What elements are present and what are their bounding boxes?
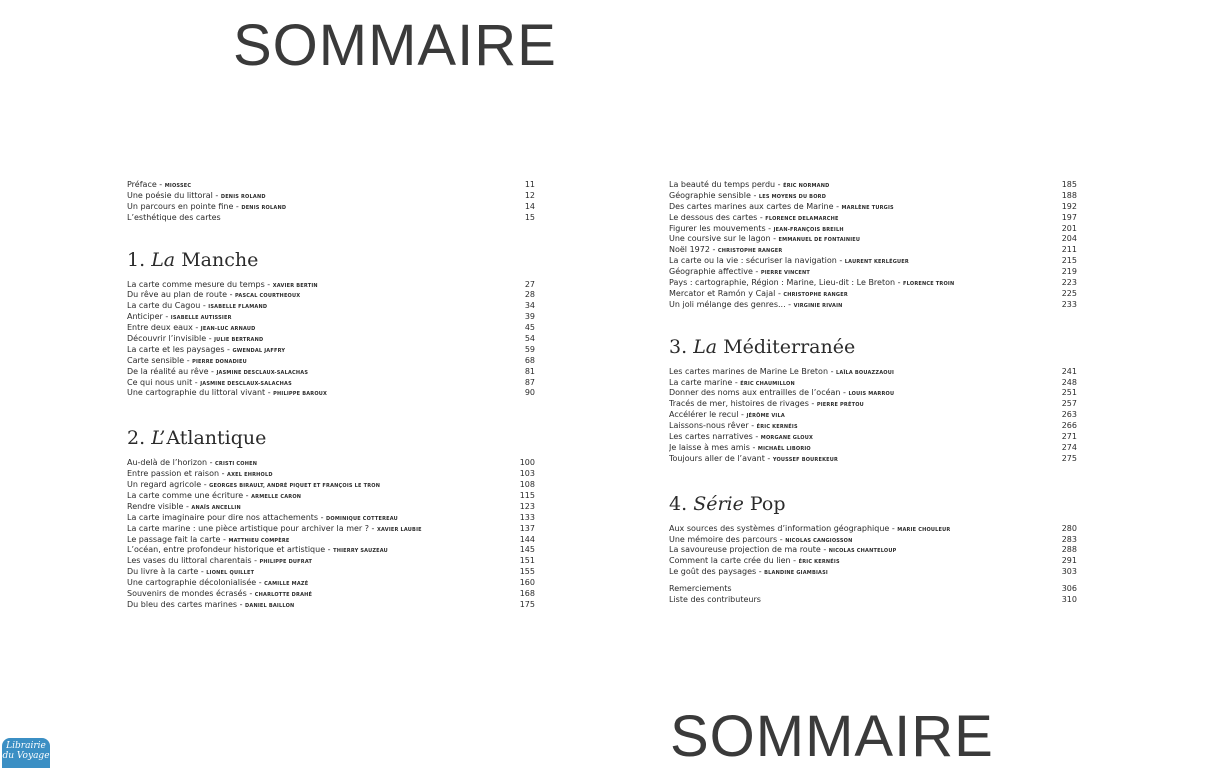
toc-entry (669, 213, 1077, 224)
toc-entry (127, 345, 535, 356)
toc-entry (127, 334, 535, 345)
toc-entry-page-number: 103 (519, 469, 535, 479)
toc-entry-page-number: 241 (1061, 366, 1077, 376)
page-title-bottom: SOMMAIRE (670, 704, 994, 769)
toc-entry-author: GWENDAL JAFFRY (232, 347, 286, 354)
toc-entry-title: Carte sensible - (127, 355, 193, 365)
toc-entry-author: FLORENCE TROIN (903, 281, 955, 288)
page-title-top: SOMMAIRE (233, 13, 557, 78)
toc-entry (669, 256, 1077, 267)
toc-entry-title: Du bleu des cartes marines - (127, 599, 246, 609)
toc-entry (669, 224, 1077, 235)
toc-entry-page-number: 39 (524, 312, 535, 322)
toc-entry-author: ANAÏS ANCELLIN (191, 504, 241, 511)
toc-entry (127, 280, 535, 291)
toc-entry-author: JASMINE DESCLAUX-SALACHAS (200, 380, 292, 387)
toc-entry-author: ÉRIC NORMAND (783, 183, 830, 189)
toc-entry-title: Ce qui nous unit - (127, 377, 201, 387)
toc-entry-title: La carte imaginaire pour dire nos attachements - (127, 512, 327, 522)
toc-entry-page-number: 251 (1061, 388, 1077, 398)
toc-entry-title: Pays : cartographie, Région : Marine, Lieu-dit : Le Breton - (669, 278, 904, 288)
toc-entry (127, 367, 535, 378)
toc-entry-page-number: 108 (519, 480, 535, 490)
toc-entry-author: PHILIPPE DUFRAT (259, 559, 313, 566)
toc-entry (669, 524, 1077, 535)
toc-entry-title: Géographie affective - (669, 267, 761, 277)
toc-entry-author: CHRISTOPHE RANGER (783, 291, 848, 298)
section-article: La (693, 335, 718, 358)
toc-entry-title: La carte ou la vie : sécuriser la navigation - (669, 256, 845, 266)
toc-entry (669, 367, 1077, 378)
toc-list-atlantique (127, 458, 535, 610)
toc-entry-page-number: 188 (1061, 190, 1077, 200)
toc-entry-page-number: 225 (1061, 288, 1077, 298)
toc-entry (669, 545, 1077, 556)
toc-column-left (127, 180, 535, 611)
toc-entry-title: Les vases du littoral charentais - (127, 556, 260, 566)
toc-entry (127, 191, 535, 202)
toc-entry-page-number: 12 (524, 190, 535, 200)
toc-entry-title: La carte marine : une pièce artistique pour archiver la mer ? - (127, 523, 377, 533)
toc-entry (669, 278, 1077, 289)
toc-entry-title: Comment la carte crée du lien - (669, 556, 799, 566)
toc-entry-author: BLANDINE GIAMBIASI (764, 570, 828, 577)
toc-entry-page-number: 168 (519, 589, 535, 599)
section-article: L’ (151, 427, 166, 450)
section-heading-manche (127, 249, 535, 271)
toc-entry (127, 378, 535, 389)
toc-entry-page-number: 144 (519, 534, 535, 544)
toc-entry (127, 567, 535, 578)
toc-entry-page-number: 100 (519, 458, 535, 468)
toc-entry-title: La carte du Cagou - (127, 301, 209, 311)
toc-entry-page-number: 34 (524, 301, 535, 311)
toc-entry-page-number: 197 (1061, 212, 1077, 222)
toc-entry-page-number: 87 (524, 377, 535, 387)
section-name: Manche (181, 248, 259, 271)
toc-entry-title: La carte marine - (669, 377, 741, 387)
toc-entry-text (127, 213, 221, 224)
toc-entry-title: L’océan, entre profondeur historique et artistique - (127, 545, 334, 555)
section-heading-atlantique (127, 427, 535, 449)
toc-entry-title: Tracés de mer, histoires de rivages - (669, 399, 817, 409)
toc-entry (127, 290, 535, 301)
toc-entry-page-number: 11 (524, 180, 535, 189)
section-number: 3. (669, 335, 688, 358)
toc-entry-title: Laissons-nous rêver - (669, 421, 757, 431)
toc-entry-page-number: 155 (519, 567, 535, 577)
toc-entry-page-number: 219 (1061, 267, 1077, 277)
toc-entry-page-number: 204 (1061, 234, 1077, 244)
toc-entry-page-number: 27 (524, 279, 535, 289)
toc-entry-title: Accélérer le recul - (669, 410, 747, 420)
toc-entry-title: Du rêve au plan de route - (127, 290, 235, 300)
toc-entry (669, 388, 1077, 399)
toc-entry (127, 213, 535, 224)
toc-entry-author: NICOLAS CHANTELOUP (828, 548, 897, 555)
toc-entry-page-number: 45 (524, 323, 535, 333)
toc-list-mediterranee (669, 367, 1077, 465)
toc-entry-title: La beauté du temps perdu - (669, 180, 784, 189)
toc-entry-title: Découvrir l’invisible - (127, 334, 215, 344)
toc-entry-page-number: 248 (1061, 377, 1077, 387)
toc-entry-author: GEORGES BIRAULT, ANDRÉ PIQUET ET FRANÇOIS LE TRON (209, 483, 381, 490)
logo-line-2: du Voyage (2, 751, 50, 761)
toc-entry (669, 535, 1077, 546)
toc-entry (127, 388, 535, 399)
toc-entry-page-number: 303 (1061, 567, 1077, 577)
toc-entry-page-number: 310 (1061, 595, 1077, 605)
section-name: Méditerranée (723, 335, 856, 358)
toc-entry (669, 300, 1077, 311)
toc-entry-page-number: 266 (1061, 421, 1077, 431)
toc-entry-text (127, 388, 327, 400)
toc-entry-page-number: 54 (524, 334, 535, 344)
toc-entry (127, 323, 535, 334)
toc-entry (669, 584, 1077, 595)
toc-entry-title: Le goût des paysages - (669, 567, 765, 577)
section-number: 1. (127, 248, 146, 271)
toc-entry-page-number: 288 (1061, 545, 1077, 555)
toc-entry-author: EMMANUEL DE FONTAINIEU (778, 237, 861, 244)
toc-entry-author: FLORENCE DELAMARCHE (765, 215, 839, 222)
toc-closing-list (669, 584, 1077, 606)
toc-list-atlantique-continued (669, 180, 1077, 311)
toc-entry (127, 502, 535, 513)
toc-entry-author: ÉRIC KERNÉIS (756, 424, 798, 431)
toc-entry-title: Les cartes narratives - (669, 432, 761, 442)
toc-entry-author: JEAN-FRANÇOIS BREILH (773, 226, 844, 233)
toc-entry (669, 378, 1077, 389)
toc-entry-author: XAVIER LAUBIE (376, 526, 422, 533)
toc-entry-author: MICHAËL LIBORIO (757, 445, 811, 452)
section-heading-serie-pop (669, 493, 1077, 515)
toc-entry-title: Rendre visible - (127, 501, 192, 511)
section-heading-mediterranee (669, 336, 1077, 358)
toc-entry (127, 202, 535, 213)
toc-entry-title: De la réalité au rêve - (127, 366, 217, 376)
toc-entry-page-number: 271 (1061, 432, 1077, 442)
toc-entry-page-number: 133 (519, 512, 535, 522)
logo-line-1: Librairie (6, 741, 46, 751)
toc-entry-author: MARLÈNE TURGIS (841, 204, 894, 211)
toc-entry-page-number: 215 (1061, 256, 1077, 266)
toc-entry-author: DANIEL BAILLON (245, 602, 295, 609)
toc-entry-title: Les cartes marines de Marine Le Breton - (669, 366, 836, 376)
toc-entry (127, 480, 535, 491)
toc-entry-text (669, 567, 828, 579)
toc-entry-title: La carte comme mesure du temps - (127, 279, 273, 289)
toc-entry-author: PASCAL COURTHEOUX (235, 293, 301, 300)
toc-entry-title: Au-delà de l’horizon - (127, 458, 216, 468)
toc-entry (669, 421, 1077, 432)
toc-entry (127, 469, 535, 480)
toc-entry (127, 513, 535, 524)
toc-entry (127, 180, 535, 191)
toc-entry-author: DOMINIQUE COTTEREAU (326, 515, 398, 522)
toc-entry-page-number: 223 (1061, 278, 1077, 288)
toc-entry (669, 191, 1077, 202)
toc-list-manche (127, 280, 535, 400)
section-number: 2. (127, 427, 146, 450)
toc-entry-title: Un parcours en pointe fine - (127, 201, 242, 211)
toc-entry-page-number: 274 (1061, 442, 1077, 452)
toc-entry-page-number: 257 (1061, 399, 1077, 409)
toc-entry-author: PIERRE PRÉTOU (816, 402, 864, 409)
toc-entry-text (127, 600, 294, 612)
section-article: Série (693, 492, 744, 515)
toc-entry-author: PIERRE VINCENT (760, 270, 811, 277)
toc-entry-author: DENIS ROLAND (241, 204, 287, 211)
toc-entry-author: JASMINE DESCLAUX-SALACHAS (216, 369, 309, 376)
toc-entry (127, 301, 535, 312)
toc-entry-author: LAÏLA BOUAZZAOUI (836, 369, 895, 376)
toc-entry-author: DENIS ROLAND (220, 193, 266, 200)
toc-list-serie-pop (669, 524, 1077, 578)
toc-entry-title: Remerciements (669, 584, 732, 594)
toc-entry-title: Noël 1972 - (669, 245, 718, 255)
toc-entry (669, 267, 1077, 278)
toc-entry (669, 595, 1077, 606)
toc-entry-author: MATTHIEU COMPÈRE (228, 537, 290, 544)
toc-entry-page-number: 275 (1061, 453, 1077, 463)
toc-entry (669, 410, 1077, 421)
toc-entry-page-number: 15 (524, 212, 535, 222)
toc-entry-page-number: 68 (524, 355, 535, 365)
toc-entry-author: VIRGINIE RIVAIN (793, 302, 843, 309)
toc-entry (127, 535, 535, 546)
toc-entry-text (669, 300, 843, 312)
toc-entry-text (669, 595, 761, 606)
toc-entry (127, 491, 535, 502)
toc-entry-page-number: 175 (519, 599, 535, 609)
section-name: Atlantique (166, 427, 267, 450)
toc-entry-author: CRISTI COHEN (215, 461, 258, 468)
toc-entry-author: CHRISTOPHE RANGER (717, 248, 783, 255)
toc-entry-title: Une poésie du littoral - (127, 190, 221, 200)
toc-entry (669, 202, 1077, 213)
section-number: 4. (669, 492, 688, 515)
toc-entry-page-number: 283 (1061, 534, 1077, 544)
toc-entry-author: LIONEL QUILLET (206, 570, 255, 577)
toc-entry-page-number: 137 (519, 523, 535, 533)
toc-entry (127, 578, 535, 589)
toc-entry-title: Géographie sensible - (669, 190, 759, 200)
toc-entry (127, 556, 535, 567)
toc-entry-title: Une coursive sur le lagon - (669, 234, 779, 244)
toc-entry-title: La savoureuse projection de ma route - (669, 545, 829, 555)
toc-entry-author: LES MOYENS DU BORD (758, 193, 827, 200)
toc-entry-title: Donner des noms aux entrailles de l’océan - (669, 388, 849, 398)
toc-entry (669, 180, 1077, 191)
toc-entry-author: ISABELLE FLAMAND (208, 304, 268, 311)
toc-entry-page-number: 160 (519, 578, 535, 588)
toc-entry-page-number: 263 (1061, 410, 1077, 420)
toc-entry-page-number: 211 (1061, 245, 1077, 255)
toc-entry (127, 589, 535, 600)
toc-entry-author: MIOSSEC (164, 183, 192, 189)
toc-entry-title: Une cartographie décolonialisée - (127, 578, 265, 588)
toc-entry-title: Du livre à la carte - (127, 567, 207, 577)
toc-entry-author: AXEL EHRHOLD (227, 472, 273, 479)
toc-entry-author: LAURENT KERLÉGUER (844, 259, 909, 266)
toc-entry-title: Aux sources des systèmes d’information géographique - (669, 523, 898, 533)
toc-entry (127, 545, 535, 556)
toc-entry-author: JÉRÔME VILA (746, 413, 785, 420)
toc-entry-page-number: 90 (524, 388, 535, 398)
toc-entry-title: Anticiper - (127, 312, 171, 322)
toc-entry-author: MORGANE GLOUX (760, 435, 814, 442)
toc-entry (127, 524, 535, 535)
toc-entry-author: ÉRIC KERNÉIS (798, 559, 840, 566)
toc-entry (669, 399, 1077, 410)
section-article: La (151, 248, 176, 271)
toc-entry-author: JEAN-LUC ARNAUD (200, 326, 256, 333)
toc-entry-title: Un joli mélange des genres... - (669, 299, 794, 309)
toc-entry-page-number: 14 (524, 201, 535, 211)
toc-entry-title: Entre deux eaux - (127, 323, 201, 333)
toc-entry-title: La carte et les paysages - (127, 344, 233, 354)
toc-entry-author: XAVIER BERTIN (272, 282, 318, 289)
toc-entry-page-number: 185 (1061, 180, 1077, 189)
toc-entry-author: YOUSSEF BOUREKEUR (772, 456, 839, 463)
toc-entry-page-number: 291 (1061, 556, 1077, 566)
toc-entry-author: ÉRIC CHAUMILLON (740, 380, 795, 387)
toc-entry-title: L’esthétique des cartes (127, 212, 221, 222)
toc-entry (127, 312, 535, 323)
toc-entry (669, 556, 1077, 567)
toc-entry-title: Toujours aller de l’avant - (669, 453, 773, 463)
toc-entry-author: LOUIS MARROU (848, 391, 895, 398)
toc-entry-page-number: 123 (519, 501, 535, 511)
toc-entry-title: Une cartographie du littoral vivant - (127, 388, 274, 398)
toc-entry (669, 454, 1077, 465)
toc-entry-author: MARIE CHOULEUR (897, 526, 951, 533)
toc-entry-author: CHARLOTTE DRAHÉ (254, 592, 313, 599)
toc-entry (669, 443, 1077, 454)
toc-entry (669, 234, 1077, 245)
toc-entry-author: ARMELLE CARON (251, 494, 302, 501)
toc-entry (127, 356, 535, 367)
toc-entry-author: CAMILLE MAZÉ (264, 581, 309, 588)
toc-entry-title: Le dessous des cartes - (669, 212, 766, 222)
toc-entry-title: Une mémoire des parcours - (669, 534, 786, 544)
toc-entry-page-number: 280 (1061, 523, 1077, 533)
toc-entry-author: NICOLAS CANGIOSSON (785, 537, 853, 544)
toc-entry-title: Figurer les mouvements - (669, 223, 774, 233)
toc-entry-title: Souvenirs de mondes écrasés - (127, 589, 255, 599)
toc-entry-title: Liste des contributeurs (669, 595, 761, 605)
toc-entry (669, 289, 1077, 300)
toc-entry-author: JULIE BERTRAND (214, 337, 264, 344)
toc-entry-title: Un regard agricole - (127, 480, 210, 490)
toc-entry (669, 567, 1077, 578)
toc-entry-title: La carte comme une écriture - (127, 491, 252, 501)
toc-entry-page-number: 306 (1061, 584, 1077, 594)
toc-entry-page-number: 233 (1061, 299, 1077, 309)
toc-entry-page-number: 192 (1061, 201, 1077, 211)
toc-entry-page-number: 201 (1061, 223, 1077, 233)
toc-entry-title: Le passage fait la carte - (127, 534, 229, 544)
toc-entry-title: Mercator et Ramón y Cajal - (669, 288, 784, 298)
publisher-logo (2, 738, 50, 768)
section-name: Pop (749, 492, 786, 515)
toc-entry (669, 432, 1077, 443)
toc-entry-page-number: 28 (524, 290, 535, 300)
toc-entry (127, 600, 535, 611)
toc-entry-author: PIERRE DONADIEU (192, 358, 247, 365)
toc-entry-text (669, 584, 732, 595)
toc-entry-author: ISABELLE AUTISSIER (170, 315, 232, 322)
toc-entry-page-number: 59 (524, 344, 535, 354)
toc-entry-author: THIERRY SAUZEAU (333, 548, 388, 555)
toc-intro-list (127, 180, 535, 224)
toc-entry (669, 245, 1077, 256)
toc-entry-title: Je laisse à mes amis - (669, 442, 758, 452)
toc-entry (127, 458, 535, 469)
toc-entry-author: PHILIPPE BAROUX (273, 391, 328, 398)
toc-entry-title: Entre passion et raison - (127, 469, 228, 479)
toc-entry-page-number: 151 (519, 556, 535, 566)
toc-entry-page-number: 145 (519, 545, 535, 555)
toc-entry-title: Préface - (127, 180, 165, 189)
toc-entry-title: Des cartes marines aux cartes de Marine - (669, 201, 842, 211)
toc-entry-text (669, 454, 838, 466)
toc-entry-page-number: 81 (524, 366, 535, 376)
toc-column-right (669, 180, 1077, 606)
toc-entry-page-number: 115 (519, 491, 535, 501)
